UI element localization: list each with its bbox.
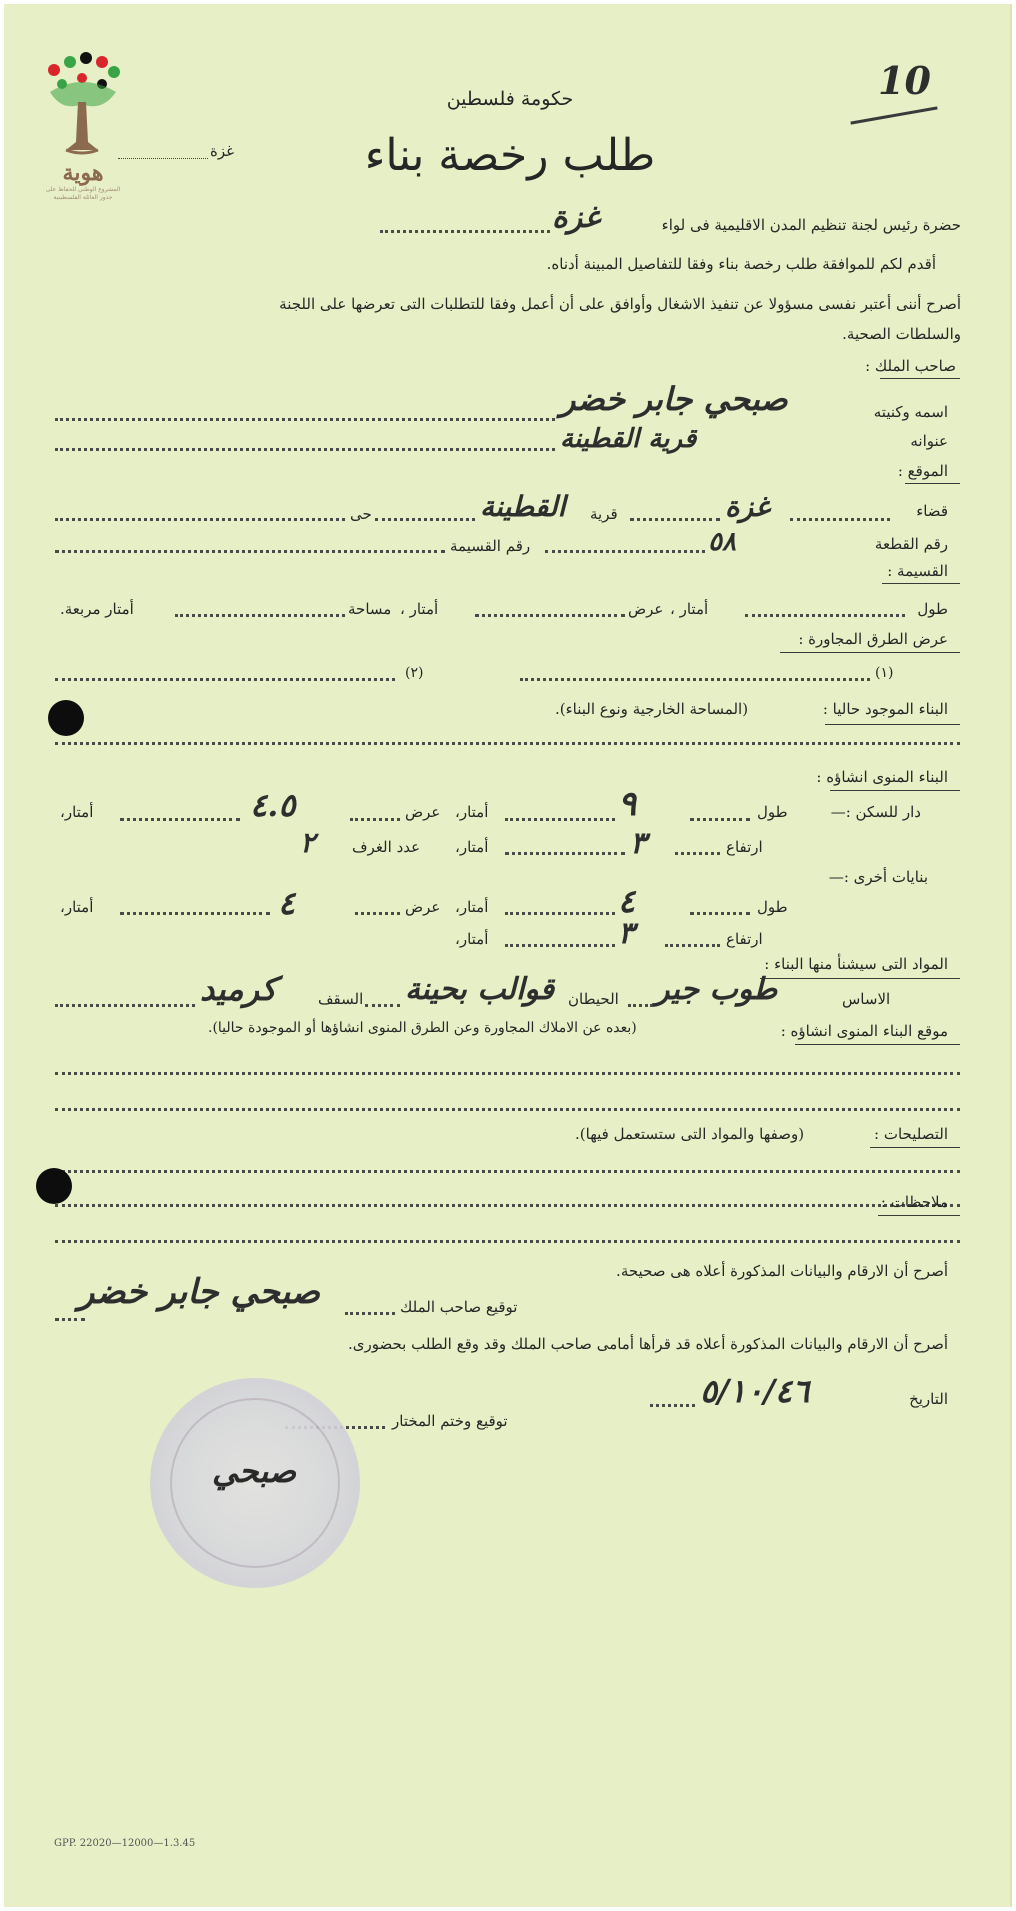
village-label: قرية xyxy=(590,505,618,523)
owner-address-label: عنوانه xyxy=(910,432,948,450)
site-dots-2 xyxy=(55,1108,960,1111)
site-note: (بعده عن الاملاك المجاورة وعن الطرق المنوى انشاؤها أو الموجودة حاليا). xyxy=(208,1020,637,1036)
parcel-section: القسيمة : xyxy=(887,562,948,580)
other-width-dots-2 xyxy=(120,912,270,915)
owner-signature-dots xyxy=(345,1312,395,1315)
parcel-width-label: عرض xyxy=(628,600,664,618)
owner-section: صاحب الملك : xyxy=(865,357,956,375)
other-length-value: ٤ xyxy=(618,882,636,920)
owner-name-value: صبحي جابر خضر xyxy=(560,380,788,418)
rooms-label: عدد الغرف xyxy=(352,838,421,856)
repairs-dots-2 xyxy=(55,1204,960,1207)
plot-label: رقم القطعة xyxy=(874,535,948,553)
declaration-line-1: أصرح أننى أعتبر نفسى مسؤولا عن تنفيذ الاشغال وأوافق على أن أعمل وفقا للتطلبات التى تعرضها على اللجنة xyxy=(279,295,961,313)
other-height-value: ٣ xyxy=(618,916,635,951)
site-section-underline xyxy=(795,1044,960,1045)
dwelling-width-label: عرض xyxy=(405,803,441,821)
district-dots-2 xyxy=(630,518,720,521)
gaza-date-line xyxy=(118,158,208,159)
foundation-value: طوب جير xyxy=(655,972,778,1007)
planned-section: البناء المنوى انشاؤه : xyxy=(816,768,948,786)
site-dots-1 xyxy=(55,1072,960,1075)
parcel-unit-1: أمتار ، xyxy=(670,600,709,618)
addressee-prefix: حضرة رئيس لجنة تنظيم المدن الاقليمية فى لواء xyxy=(661,216,961,234)
village-value: القطينة xyxy=(480,490,566,523)
existing-section: البناء الموجود حاليا : xyxy=(822,700,948,718)
repairs-section: التصليحات : xyxy=(874,1125,948,1143)
gaza-date-label: غزة xyxy=(210,142,234,160)
roof-value: كرميد xyxy=(200,970,277,1008)
walls-label: الحيطان xyxy=(568,990,619,1008)
district-dots xyxy=(790,518,890,521)
stamp-signature: صبحي xyxy=(212,1452,297,1490)
remarks-section-underline xyxy=(878,1215,960,1216)
other-unit-2: أمتار، xyxy=(60,898,94,916)
rooms-value: ٢ xyxy=(300,826,316,859)
other-length-dots-2 xyxy=(505,912,615,915)
dwelling-height-label: ارتفاع xyxy=(726,838,763,856)
dwelling-unit-3: أمتار، xyxy=(455,838,489,856)
parcel-label: رقم القسيمة xyxy=(450,537,531,555)
remarks-dots xyxy=(55,1240,960,1243)
plot-dots xyxy=(545,550,705,553)
roof-dots xyxy=(55,1004,195,1007)
addressee-value: غزة xyxy=(552,200,600,235)
dwelling-width-dots-2 xyxy=(120,818,240,821)
dwelling-length-value: ٩ xyxy=(618,784,637,824)
page-number: 10 xyxy=(878,58,931,103)
parcel-area-label: مساحة xyxy=(348,600,392,618)
other-height-dots-2 xyxy=(505,944,615,947)
date-value: ٥/١٠/٤٦ xyxy=(700,1372,810,1410)
road-1-dots xyxy=(520,678,870,681)
parcel-section-underline xyxy=(882,583,960,584)
road-2-dots xyxy=(55,678,395,681)
other-width-dots xyxy=(355,912,400,915)
other-height-dots xyxy=(665,944,720,947)
roads-section-underline xyxy=(780,652,960,653)
footer-print-code: GPP. 22020—12000—1.3.45 xyxy=(54,1838,196,1849)
district-value: غزة xyxy=(725,490,770,523)
planned-section-underline xyxy=(830,790,960,791)
addressee-dots xyxy=(380,230,550,233)
mukhtar-signature-label: توقيع وختم المختار xyxy=(392,1412,508,1430)
existing-note: (المساحة الخارجية ونوع البناء). xyxy=(555,700,749,718)
other-buildings-label: بنايات أخرى :— xyxy=(828,868,928,886)
plot-value: ٥٨ xyxy=(708,527,736,557)
logo-text: هوية xyxy=(62,160,104,186)
other-unit-3: أمتار، xyxy=(455,930,489,948)
logo-subtitle-2: جذور العائلة الفلسطينية xyxy=(53,194,113,201)
dwelling-unit-1: أمتار، xyxy=(455,803,489,821)
punch-hole-bottom xyxy=(36,1168,72,1204)
other-height-label: ارتفاع xyxy=(726,930,763,948)
quarter-label: حى xyxy=(350,505,372,523)
intro-line: أقدم لكم للموافقة طلب رخصة بناء وفقا للتفاصيل المبينة أدناه. xyxy=(546,255,936,273)
parcel-length-label: طول xyxy=(917,600,948,618)
dwelling-length-dots xyxy=(690,818,750,821)
punch-hole-top xyxy=(48,700,84,736)
mukhtar-declaration: أصرح أن الارقام والبيانات المذكورة أعلاه قد قرأها أمامى صاحب الملك وقد وقع الطلب بحضورى. xyxy=(347,1335,948,1353)
remarks-section: ملاحظات : xyxy=(880,1193,948,1211)
owner-name-dots xyxy=(55,418,555,421)
declaration-line-2: والسلطات الصحية. xyxy=(842,325,961,343)
quarter-dots xyxy=(55,518,345,521)
other-unit-1: أمتار، xyxy=(455,898,489,916)
repairs-note: (وصفها والمواد التى ستستعمل فيها). xyxy=(575,1125,805,1143)
walls-dots xyxy=(365,1004,400,1007)
owner-signature-label: توقيع صاحب الملك xyxy=(400,1298,518,1316)
road-2-label: (٢) xyxy=(405,665,424,681)
location-section: الموقع : xyxy=(897,462,948,480)
foundation-dots xyxy=(628,1004,653,1007)
parcel-area-dots xyxy=(175,614,345,617)
existing-dots xyxy=(55,742,960,745)
materials-section-underline xyxy=(760,978,960,979)
village-dots xyxy=(375,518,475,521)
site-section: موقع البناء المنوى انشاؤه : xyxy=(780,1022,948,1040)
repairs-dots-1 xyxy=(55,1170,960,1173)
other-width-label: عرض xyxy=(405,898,441,916)
dwelling-unit-2: أمتار، xyxy=(60,803,94,821)
owner-address-value: قرية القطينة xyxy=(560,424,697,454)
date-label: التاريخ xyxy=(909,1390,948,1408)
owner-address-dots xyxy=(55,448,555,451)
government-heading: حكومة فلسطين xyxy=(446,88,574,110)
dwelling-width-dots xyxy=(350,818,400,821)
other-width-value: ٤ xyxy=(278,884,296,922)
dwelling-length-label: طول xyxy=(757,803,788,821)
parcel-dots xyxy=(55,550,445,553)
dwelling-height-dots-2 xyxy=(505,852,625,855)
repairs-section-underline xyxy=(870,1147,960,1148)
owner-name-label: اسمه وكنيته xyxy=(873,403,948,421)
roads-section: عرض الطرق المجاورة : xyxy=(798,630,948,648)
foundation-label: الاساس xyxy=(842,990,891,1008)
location-section-underline xyxy=(905,483,960,484)
road-1-label: (١) xyxy=(875,665,894,681)
logo-subtitle-1: المشروع الوطني للحفاظ على xyxy=(45,186,121,193)
dwelling-label: دار للسكن :— xyxy=(830,803,921,821)
existing-section-underline xyxy=(825,724,960,725)
parcel-width-dots xyxy=(475,614,625,617)
date-dots xyxy=(650,1404,695,1407)
dwelling-height-value: ٣ xyxy=(630,826,647,861)
heritage-logo xyxy=(42,52,122,202)
roof-label: السقف xyxy=(318,990,364,1008)
parcel-unit-sqm: أمتار مربعة. xyxy=(60,600,134,618)
parcel-length-dots xyxy=(745,614,905,617)
other-length-label: طول xyxy=(757,898,788,916)
other-length-dots xyxy=(690,912,750,915)
dwelling-height-dots xyxy=(675,852,720,855)
owner-declaration: أصرح أن الارقام والبيانات المذكورة أعلاه هى صحيحة. xyxy=(616,1262,948,1280)
dwelling-length-dots-2 xyxy=(505,818,615,821)
parcel-unit-2: أمتار ، xyxy=(400,600,439,618)
district-label: قضاء xyxy=(916,502,948,520)
walls-value: قوالب بحينة xyxy=(405,972,555,1007)
owner-section-underline xyxy=(880,378,960,379)
materials-section: المواد التى سيشنأ منها البناء : xyxy=(764,955,948,973)
form-title: طلب رخصة بناء xyxy=(364,130,656,181)
owner-signature-value: صبحي جابر خضر xyxy=(78,1272,320,1312)
owner-signature-dots-2 xyxy=(55,1318,85,1321)
dwelling-width-value: ٤.٥ xyxy=(250,786,296,824)
